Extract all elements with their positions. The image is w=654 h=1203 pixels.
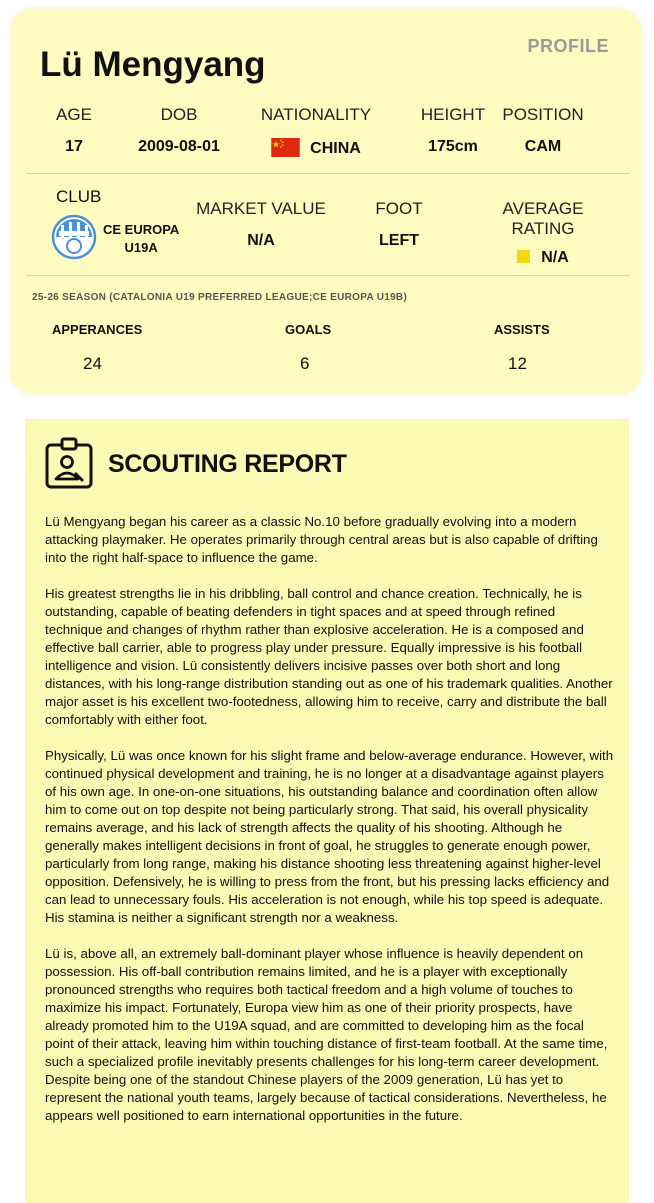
appearances-value: 24	[83, 354, 102, 373]
goals-label: GOALS	[285, 322, 332, 337]
club-name	[103, 221, 179, 257]
report-body	[45, 513, 615, 1143]
market-value-label: MARKET VALUE	[196, 199, 326, 218]
dob-value: 2009-08-01	[138, 138, 220, 155]
position-field	[498, 105, 588, 156]
bio-row	[11, 105, 641, 165]
club-name-line1: CE EUROPA	[103, 222, 180, 237]
profile-label: PROFILE	[527, 36, 609, 56]
height-label: HEIGHT	[420, 105, 486, 124]
china-flag-icon	[271, 138, 300, 157]
market-value-value: N/A	[247, 232, 275, 249]
height-value: 175cm	[428, 138, 478, 155]
report-paragraph: His greatest strengths lie in his dribbling, ball control and chance creation. Technically, he is outstanding, capable of beating defenders in tight spaces and at speed through refined technique and changes of rhythm rather than explosive acceleration. He is a composed and effective ball carrier, able to progress play under pressure. Equally impressive is his football intelligence and vision. Lü consistently delivers incisive passes over both short and long distances, with his long-range distribution standing out as one of his trademark qualities. Another major asset is his excellent two-footedness, allowing him to receive, carry and distribute the ball comfortably with either foot.	[45, 586, 613, 727]
club-name-line2: U19A	[124, 240, 158, 255]
profile-card	[11, 9, 641, 394]
divider	[26, 173, 630, 174]
appearances-label: APPERANCES	[52, 322, 143, 337]
nationality-label: NATIONALITY	[260, 105, 372, 124]
rating-indicator	[517, 250, 530, 263]
report-paragraph: Lü Mengyang began his career as a classic No.10 before gradually evolving into a modern attacking playmaker. He operates primarily through central areas but is also capable of drifting into the right half-space to influence the game.	[45, 514, 598, 565]
club-crest-icon	[51, 214, 97, 260]
assists-value: 12	[508, 354, 527, 373]
dob-label: DOB	[160, 105, 198, 124]
dob-field	[124, 105, 234, 156]
nationality-value: CHINA	[310, 140, 361, 157]
average-rating-label: AVERAGE RATING	[502, 199, 584, 238]
average-rating-field	[473, 199, 613, 267]
height-field	[408, 105, 498, 156]
foot-field	[354, 199, 444, 250]
market-value-field	[196, 199, 326, 250]
report-paragraph: Lü is, above all, an extremely ball-dominant player whose influence is heavily dependent on possession. His off-ball contribution remains limited, and he is a player with exceptionally pronounced strengths who requires both tactical freedom and a high volume of touches to maximize his impact. Fortunately, Europa view him as one of their priority prospects, have already promoted him to the U19A squad, and are committed to developing him as the focal point of their attack, leaving him within touching distance of first-team football. At the same time, such a specialized profile inevitably presents challenges for his long-term career development. Despite being one of the standout Chinese players of the 2009 generation, Lü has yet to represent the national youth teams, largely because of tactical considerations. Nevertheless, he appears well positioned to earn international opportunities in the future.	[45, 946, 608, 1123]
foot-value: LEFT	[379, 232, 419, 249]
divider	[26, 275, 630, 276]
age-field	[49, 105, 99, 156]
id-badge-icon	[45, 437, 93, 489]
report-title: SCOUTING REPORT	[108, 450, 347, 478]
player-name: Lü Mengyang	[40, 45, 266, 84]
assists-label: ASSISTS	[494, 322, 550, 337]
position-label: POSITION	[502, 105, 584, 124]
age-label: AGE	[56, 105, 92, 124]
position-value: CAM	[524, 138, 562, 155]
nationality-field	[256, 105, 376, 158]
club-label: CLUB	[56, 187, 102, 206]
foot-label: FOOT	[375, 199, 423, 218]
average-rating-value: N/A	[541, 249, 569, 266]
scouting-report	[25, 419, 629, 1203]
goals-value: 6	[300, 354, 310, 373]
season-label: 25-26 SEASON (CATALONIA U19 PREFERRED LEAGUE;CE EUROPA U19B)	[32, 292, 408, 303]
report-paragraph: Physically, Lü was once known for his slight frame and below-average endurance. However, with continued physical development and training, he is no longer at a disadvantage against players of his own age. In one-on-one situations, his outstanding balance and coordination often allow him to come out on top despite not being particularly strong. That said, his overall physicality remains average, and his lack of strength affects the quality of his shooting. Although he generally makes intelligent decisions in front of goal, he struggles to generate enough power, particularly from long range, making his distance shooting less threatening against higher-level opposition. Defensively, he is willing to press from the front, but his pressing lacks efficiency and can lead to unnecessary fouls. His acceleration is not enough, while his top speed is adequate. His stamina is neither a significant strength nor a weakness.	[45, 748, 614, 925]
age-value: 17	[65, 138, 83, 155]
